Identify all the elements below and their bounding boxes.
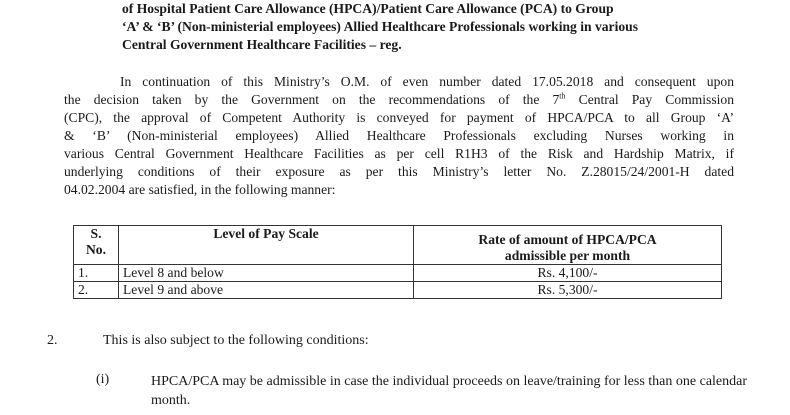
header-rate-line-1: Rate of amount of HPCA/PCA (478, 232, 657, 247)
paragraph-line-1: In continuation of this Ministry’s O.M. of even number dated 17.05.2018 and consequent upon (120, 74, 734, 89)
paragraph-line-6: underlying conditions of their exposure as per this Ministry’s letter No. Z.28015/24/2001-H dated (64, 164, 734, 179)
section-2-text: This is also subject to the following conditions: (103, 333, 369, 348)
paragraph-line-3: (CPC), the approval of Competent Authority is conveyed for payment of HPCA/PCA to all Group ‘A’ (64, 110, 734, 125)
header-rate-line-2: admissible per month (504, 248, 631, 263)
table-row (74, 282, 722, 299)
pay-scale-table (73, 225, 722, 299)
main-paragraph (64, 73, 734, 199)
condition-1-text: HPCA/PCA may be admissible in case the individual proceeds on leave/training for less than one calendar month. (151, 374, 748, 408)
cell-level: Level 9 and above (119, 282, 414, 299)
paragraph-line-5: various Central Government Healthcare Facilities as per cell R1H3 of the Risk and Hardship Matrix, if (64, 146, 734, 161)
section-2-number: 2. (47, 333, 58, 348)
table-header-row (74, 226, 722, 265)
cell-rate: Rs. 5,300/- (414, 282, 722, 299)
condition-1-number: (i) (96, 372, 110, 387)
paragraph-line-7: 04.02.2004 are satisfied, in the following manner: (64, 182, 336, 197)
cell-rate: Rs. 4,100/- (414, 265, 722, 282)
cell-sno: 2. (74, 282, 119, 299)
header-rate (414, 226, 722, 265)
subject-line-2: ‘A’ & ‘B’ (Non-ministerial employees) Allied Healthcare Professionals working in various (122, 19, 639, 34)
paragraph-line-2-end: Central Pay Commission (565, 92, 734, 107)
header-level: Level of Pay Scale (119, 226, 414, 265)
subject-line-3: Central Government Healthcare Facilities – reg. (122, 37, 402, 52)
paragraph-line-2-start: the decision taken by the Government on the recommendations of the 7 (64, 92, 560, 107)
superscript-th: th (559, 91, 566, 101)
subject-heading (122, 0, 732, 54)
header-sno (74, 226, 119, 265)
paragraph-line-2 (64, 91, 734, 109)
header-sno-line-1: S. (90, 226, 102, 241)
cell-level: Level 8 and below (119, 265, 414, 282)
subject-line-1: of Hospital Patient Care Allowance (HPCA)/Patient Care Allowance (PCA) to Group (122, 1, 614, 16)
header-sno-line-2: No. (85, 242, 106, 257)
paragraph-line-4: & ‘B’ (Non-ministerial employees) Allied Healthcare Professionals excluding Nurses working in (64, 128, 734, 143)
table-row (74, 265, 722, 282)
cell-sno: 1. (74, 265, 119, 282)
